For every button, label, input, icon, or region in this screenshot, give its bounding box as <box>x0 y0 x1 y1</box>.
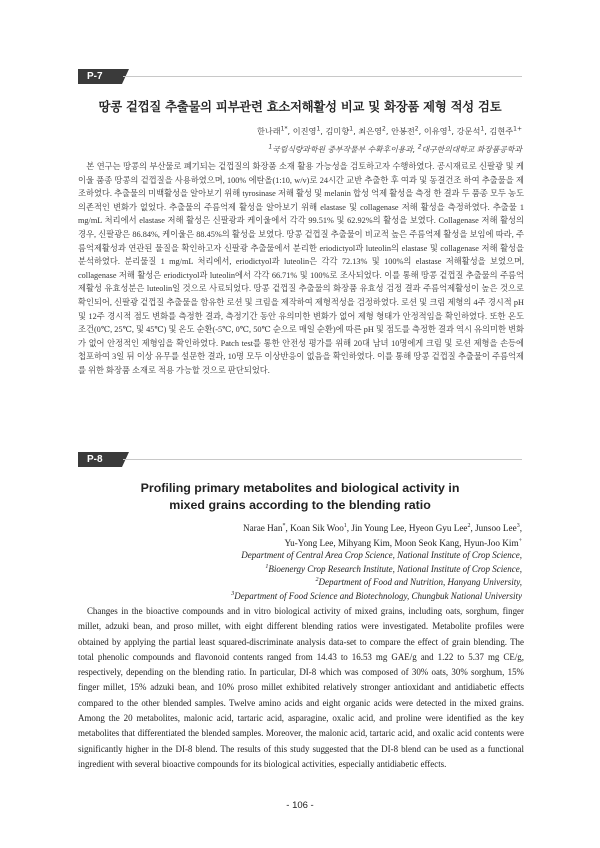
p8-title-line: mixed grains according to the blending ratio <box>169 498 431 512</box>
p7-author: 이유영$^1$ <box>423 125 452 136</box>
p8-header-rule <box>123 459 522 460</box>
p8-authors <box>192 521 522 551</box>
p7-author: 한나래$^{1*}$ <box>256 125 288 136</box>
p8-abstract: Changes in the bioactive compounds and in vitro biological activity of mixed grains, including oats, sorghum, finger millet, adzuki bean, and proso millet, with eight different blending ratios were investigated. Metabolite profiles were obtained by applying the partial least squared-discriminate analysis data-set to compare the effect of grain blending. The total phenolic compounds and flavonoid contents ranged from 14.43 to 16.53 mg GAE/g and 1.22 to 5.37 mg CE/g, respectively, depending on the blending ratio. In particular, DI-8 which was composed of 30% oats, 30% sorghum, 15% finger millet, 15% adzuki bean, and 10% proso millet exhibited relatively stronger antioxidant and antidiabetic effects compared to the other blended samples. Twelve amino acids and eight organic acids were detected in the mixed grains. Among the 20 metabolites, malonic acid, tartaric acid, asparagine, oxalic acid, and proline were identified as the key metabolites that differentiated the blended samples. Moreover, the malonic acid, tartaric acid, and oxalic acid contents were significantly higher in the DI-8 blend. The results of this study suggested that the DI-8 blend can be used as a functional ingredient with several bioactive compounds for its biological activities, especially antidiabetic effects. <box>78 606 524 769</box>
p8-author: Hyun-Joo Kim+ <box>463 537 522 548</box>
p7-author: 강문석$^1$ <box>456 125 485 136</box>
p7-author: 김미향$^1$ <box>325 125 354 136</box>
p8-author: Yu-Yong Lee <box>284 538 334 548</box>
page-number: - 106 - <box>286 800 314 811</box>
p8-author: Koan Sik Woo$^1$ <box>290 522 347 533</box>
p8-section-label: P-8 <box>78 452 122 467</box>
p8-affiliation: $^1$Bioenergy Crop Research Institute, National Institute of Crop Science, <box>265 563 522 574</box>
p7-authors: 한나래$^{1*}$, 이진영$^1$, 김미향$^1$, 최은영$^2$, 안봉전$^2$, 이유영$^1$, 강문석$^1$, 김현주$^{1+}$ <box>256 125 522 136</box>
p8-authors-line: Yu-Yong Lee, Mihyang Kim, Moon Seok Kang, Hyun-Joo Kim+ <box>284 537 522 548</box>
p7-author: 김현주$^{1+}$ <box>489 125 522 136</box>
p8-author: Hyeon Gyu Lee$^2$ <box>408 522 471 533</box>
p8-affiliation: Department of Central Area Crop Science, National Institute of Crop Science, <box>241 550 522 560</box>
p7-affiliation: $^1$국립식량과학원 중부작물부 수확후이용과, $^2$대구한의대학교 화장품공학과 <box>268 143 522 154</box>
p8-author: Jin Young Lee <box>351 523 405 533</box>
p7-title: 땅콩 겉껍질 추출물의 피부관련 효소저해활성 비교 및 화장품 제형 적성 검토 <box>98 100 502 114</box>
p8-title <box>100 480 500 514</box>
p8-affiliation: $^3$Department of Food Science and Biotechnology, Chungbuk National University <box>231 590 522 601</box>
p8-author: Narae Han* <box>242 522 286 533</box>
p8-affiliation: $^2$Department of Food and Nutrition, Hanyang University, <box>315 577 522 587</box>
p8-title-line: Profiling primary metabolites and biological activity in <box>140 481 460 495</box>
p8-author: Moon Seok Kang <box>394 538 460 548</box>
p7-author: 안봉전$^2$ <box>391 125 419 136</box>
p7-author: 최은영$^2$ <box>358 125 386 136</box>
p7-header-rule <box>123 76 522 77</box>
p8-affiliations <box>122 549 522 603</box>
p8-authors-line: Narae Han*, Koan Sik Woo$^1$, Jin Young Lee, Hyeon Gyu Lee$^2$, Junsoo Lee$^3$, <box>242 522 522 533</box>
p7-abstract: 본 연구는 땅콩의 부산물로 폐기되는 겉껍질의 화장품 소재 활용 가능성을 검토하고자 수행하였다. 공시재료로 신팔광 및 케이울 품종 땅콩의 겉껍질을 사용하였으며, 100% 에탄올(1:10, w/v)로 24시간 교반 추출한 후 여과 및 동결건조 하여 추출물을 제조하였다. 추출물의 미백활성을 알아보기 위해 tyrosinase 저해 활성 및 melanin 합성 억제 활성을 측정 한 결과 두 품종 모두 농도 의존적인 변화가 없었다. 추출물의 주름억제 활성을 알아보기 위해 elastase 및 collagenase 저해 활성을 측정하였다. 추출물 1 mg/mL 처리에서 elastase 저해 활성은 신팔광과 케이울에서 각각 99.51% 및 62.92%의 활성을 보였다. Collagenase 저해 활성의 경우, 신팔광은 86.84%, 케이울은 88.45%의 활성을 보였다. 땅콩 겉껍질 추출물이 비교적 높은 주름억제 활성을 보임에 따라, 주름억제활성과 연관된 물질을 확인하고자 신팔광 추출물에서 분리한 eriodictyol과 luteolin의 elastase 및 collagenase 저해 활성을 분석하였다. 분리물질 1 mg/mL 처리에서, eriodictyol과 luteolin은 각각 72.13% 및 100%의 elastase 저해활성을 보였으며, collagenase 저해 활성은 eriodictyol과 luteolin에서 각각 66.71% 및 100%로 조사되었다. 이를 통해 땅콩 겉껍질 추출물의 주름억제활성 유효성분은 luteolin일 것으로 사료되었다. 땅콩 겉껍질 추출물의 화장품 유효성 검정 결과 주름억제활성이 높은 것으로 확인되어, 신팔광 겉껍질 추출물을 함유한 로션 및 크림을 제작하여 제형적성을 검정하였다. 로션 및 크림 제형의 4주 경시적 pH 및 12주 경시적 점도 변화를 측정한 결과, 측정기간 동안 유의미한 변화가 없어 제형 형태가 안정적임을 확인하였다. 또한 온도 조건(0℃, 25℃, 및 45℃) 및 온도 순환(-5℃, 0℃, 50℃ 순으로 매일 순환)에 따른 pH 및 점도를 측정한 결과 역시 유의미한 변화가 없어 안정적인 제형임을 확인하였다. Patch test를 통한 안전성 평가를 위해 20대 남녀 10명에게 크림 및 로션 제형을 손등에 첩포하여 3일 뒤 이상 유무를 설문한 결과, 10명 모두 이상반응이 없음을 확인하였다. 이를 통해 땅콩 겉껍질 추출물이 주름억제를 위한 화장품 소재로 적용 가능할 것으로 판단되었다. <box>78 162 524 375</box>
p8-author: Mihyang Kim <box>337 538 390 548</box>
p7-section-label: P-7 <box>78 69 122 84</box>
p8-author: Junsoo Lee$^3$ <box>475 522 520 533</box>
p7-author: 이진영$^1$ <box>292 125 321 136</box>
